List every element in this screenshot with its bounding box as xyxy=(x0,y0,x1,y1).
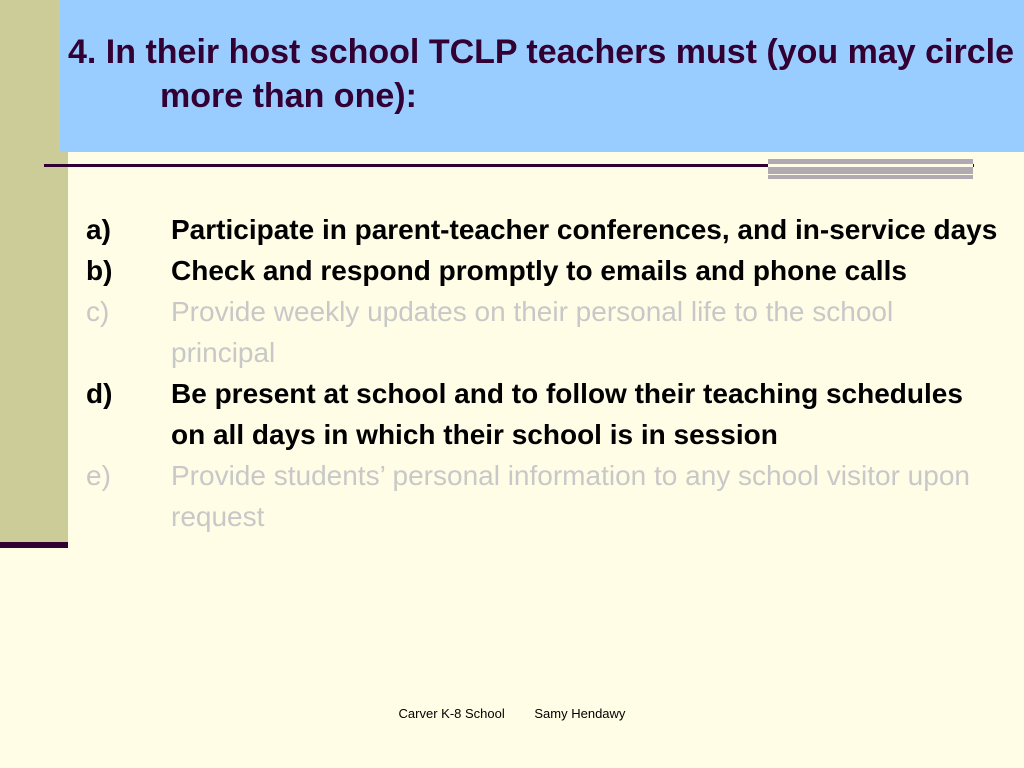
answer-item-e xyxy=(86,455,1001,537)
footer-author: Samy Hendawy xyxy=(534,706,626,721)
left-bar-underline xyxy=(0,542,68,548)
divider-accent xyxy=(768,159,973,179)
slide-title: 4. In their host school TCLP teachers must (you may circle more than one): xyxy=(68,33,1014,115)
answer-item-b xyxy=(86,250,1001,291)
footer-school: Carver K-8 School xyxy=(398,706,505,721)
answer-marker: a) xyxy=(86,214,111,245)
left-decorative-bar xyxy=(0,0,68,542)
answer-text: Participate in parent-teacher conferences, and in-service days xyxy=(171,214,998,245)
answer-marker: b) xyxy=(86,255,113,286)
answer-item-d xyxy=(86,373,1001,455)
answer-text: Provide students’ personal information to any school visitor upon request xyxy=(171,460,970,532)
answer-marker: d) xyxy=(86,378,113,409)
answer-item-a xyxy=(86,209,1001,250)
answer-list xyxy=(86,209,1001,537)
answer-text: Be present at school and to follow their teaching schedules on all days in which their school is in session xyxy=(171,378,963,450)
answer-item-c xyxy=(86,291,1001,373)
answer-text: Check and respond promptly to emails and phone calls xyxy=(171,255,907,286)
answer-marker: e) xyxy=(86,460,111,491)
slide-footer xyxy=(0,706,1024,721)
answer-text: Provide weekly updates on their personal life to the school principal xyxy=(171,296,894,368)
answer-marker: c) xyxy=(86,296,110,327)
